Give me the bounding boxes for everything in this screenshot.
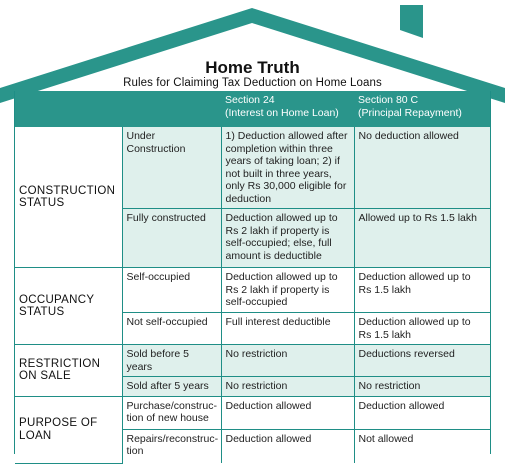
section-80c-cell: Deductions reversed xyxy=(354,345,490,377)
header-empty-cell xyxy=(15,91,122,127)
table-row xyxy=(15,396,490,429)
table-row xyxy=(15,345,490,377)
chimney-shape xyxy=(400,5,423,38)
section-80c-cell: Not allowed xyxy=(354,429,490,463)
header-row xyxy=(15,91,490,127)
section-80c-cell: Deduction allowed up to Rs 1.5 lakh xyxy=(354,268,490,313)
section-24-cell: No restriction xyxy=(221,377,354,397)
row-label: Purchase/construc- tion of new house xyxy=(122,396,221,429)
row-label: Repairs/reconstruc- tion xyxy=(122,429,221,463)
row-label: Fully constructed xyxy=(122,209,221,268)
table-row xyxy=(15,127,490,209)
row-label: Under Construction xyxy=(122,127,221,209)
row-label: Sold after 5 years xyxy=(122,377,221,397)
section-24-cell: Deduction allowed xyxy=(221,396,354,429)
section-24-cell: Deduction allowed up to Rs 2 lakh if property is self-occupied xyxy=(221,268,354,313)
tax-rules-table xyxy=(15,91,490,464)
section-24-cell: Full interest deductible xyxy=(221,313,354,345)
section-80c-cell: Allowed up to Rs 1.5 lakh xyxy=(354,209,490,268)
section-80c-cell: Deduction allowed up to Rs 1.5 lakh xyxy=(354,313,490,345)
section-24-cell: 1) Deduction allowed after completion within three years of taking loan; 2) if not built in three years, only Rs 30,000 eligible for deduction xyxy=(221,127,354,209)
row-label: Sold before 5 years xyxy=(122,345,221,377)
table-row xyxy=(15,268,490,313)
page-title: Home Truth xyxy=(205,58,300,77)
row-label: Not self-occupied xyxy=(122,313,221,345)
section-80c-cell: No restriction xyxy=(354,377,490,397)
category-purpose-of-loan: PURPOSE OF LOAN xyxy=(15,396,122,463)
category-occupancy-status: OCCUPANCY STATUS xyxy=(15,268,122,345)
section-24-cell: No restriction xyxy=(221,345,354,377)
row-label: Self-occupied xyxy=(122,268,221,313)
section-24-cell: Deduction allowed xyxy=(221,429,354,463)
category-restriction-on-sale: RESTRICTION ON SALE xyxy=(15,345,122,397)
header-section-24: Section 24 (Interest on Home Loan) xyxy=(221,91,354,127)
category-construction-status: CONSTRUCTION STATUS xyxy=(15,127,122,268)
header-section-80c: Section 80 C (Principal Repayment) xyxy=(354,91,490,127)
section-24-cell: Deduction allowed up to Rs 2 lakh if property is self-occupied; else, full amount is deductible xyxy=(221,209,354,268)
section-80c-cell: Deduction allowed xyxy=(354,396,490,429)
section-80c-cell: No deduction allowed xyxy=(354,127,490,209)
header-empty-cell xyxy=(122,91,221,127)
page-subtitle: Rules for Claiming Tax Deduction on Home Loans xyxy=(123,77,382,89)
